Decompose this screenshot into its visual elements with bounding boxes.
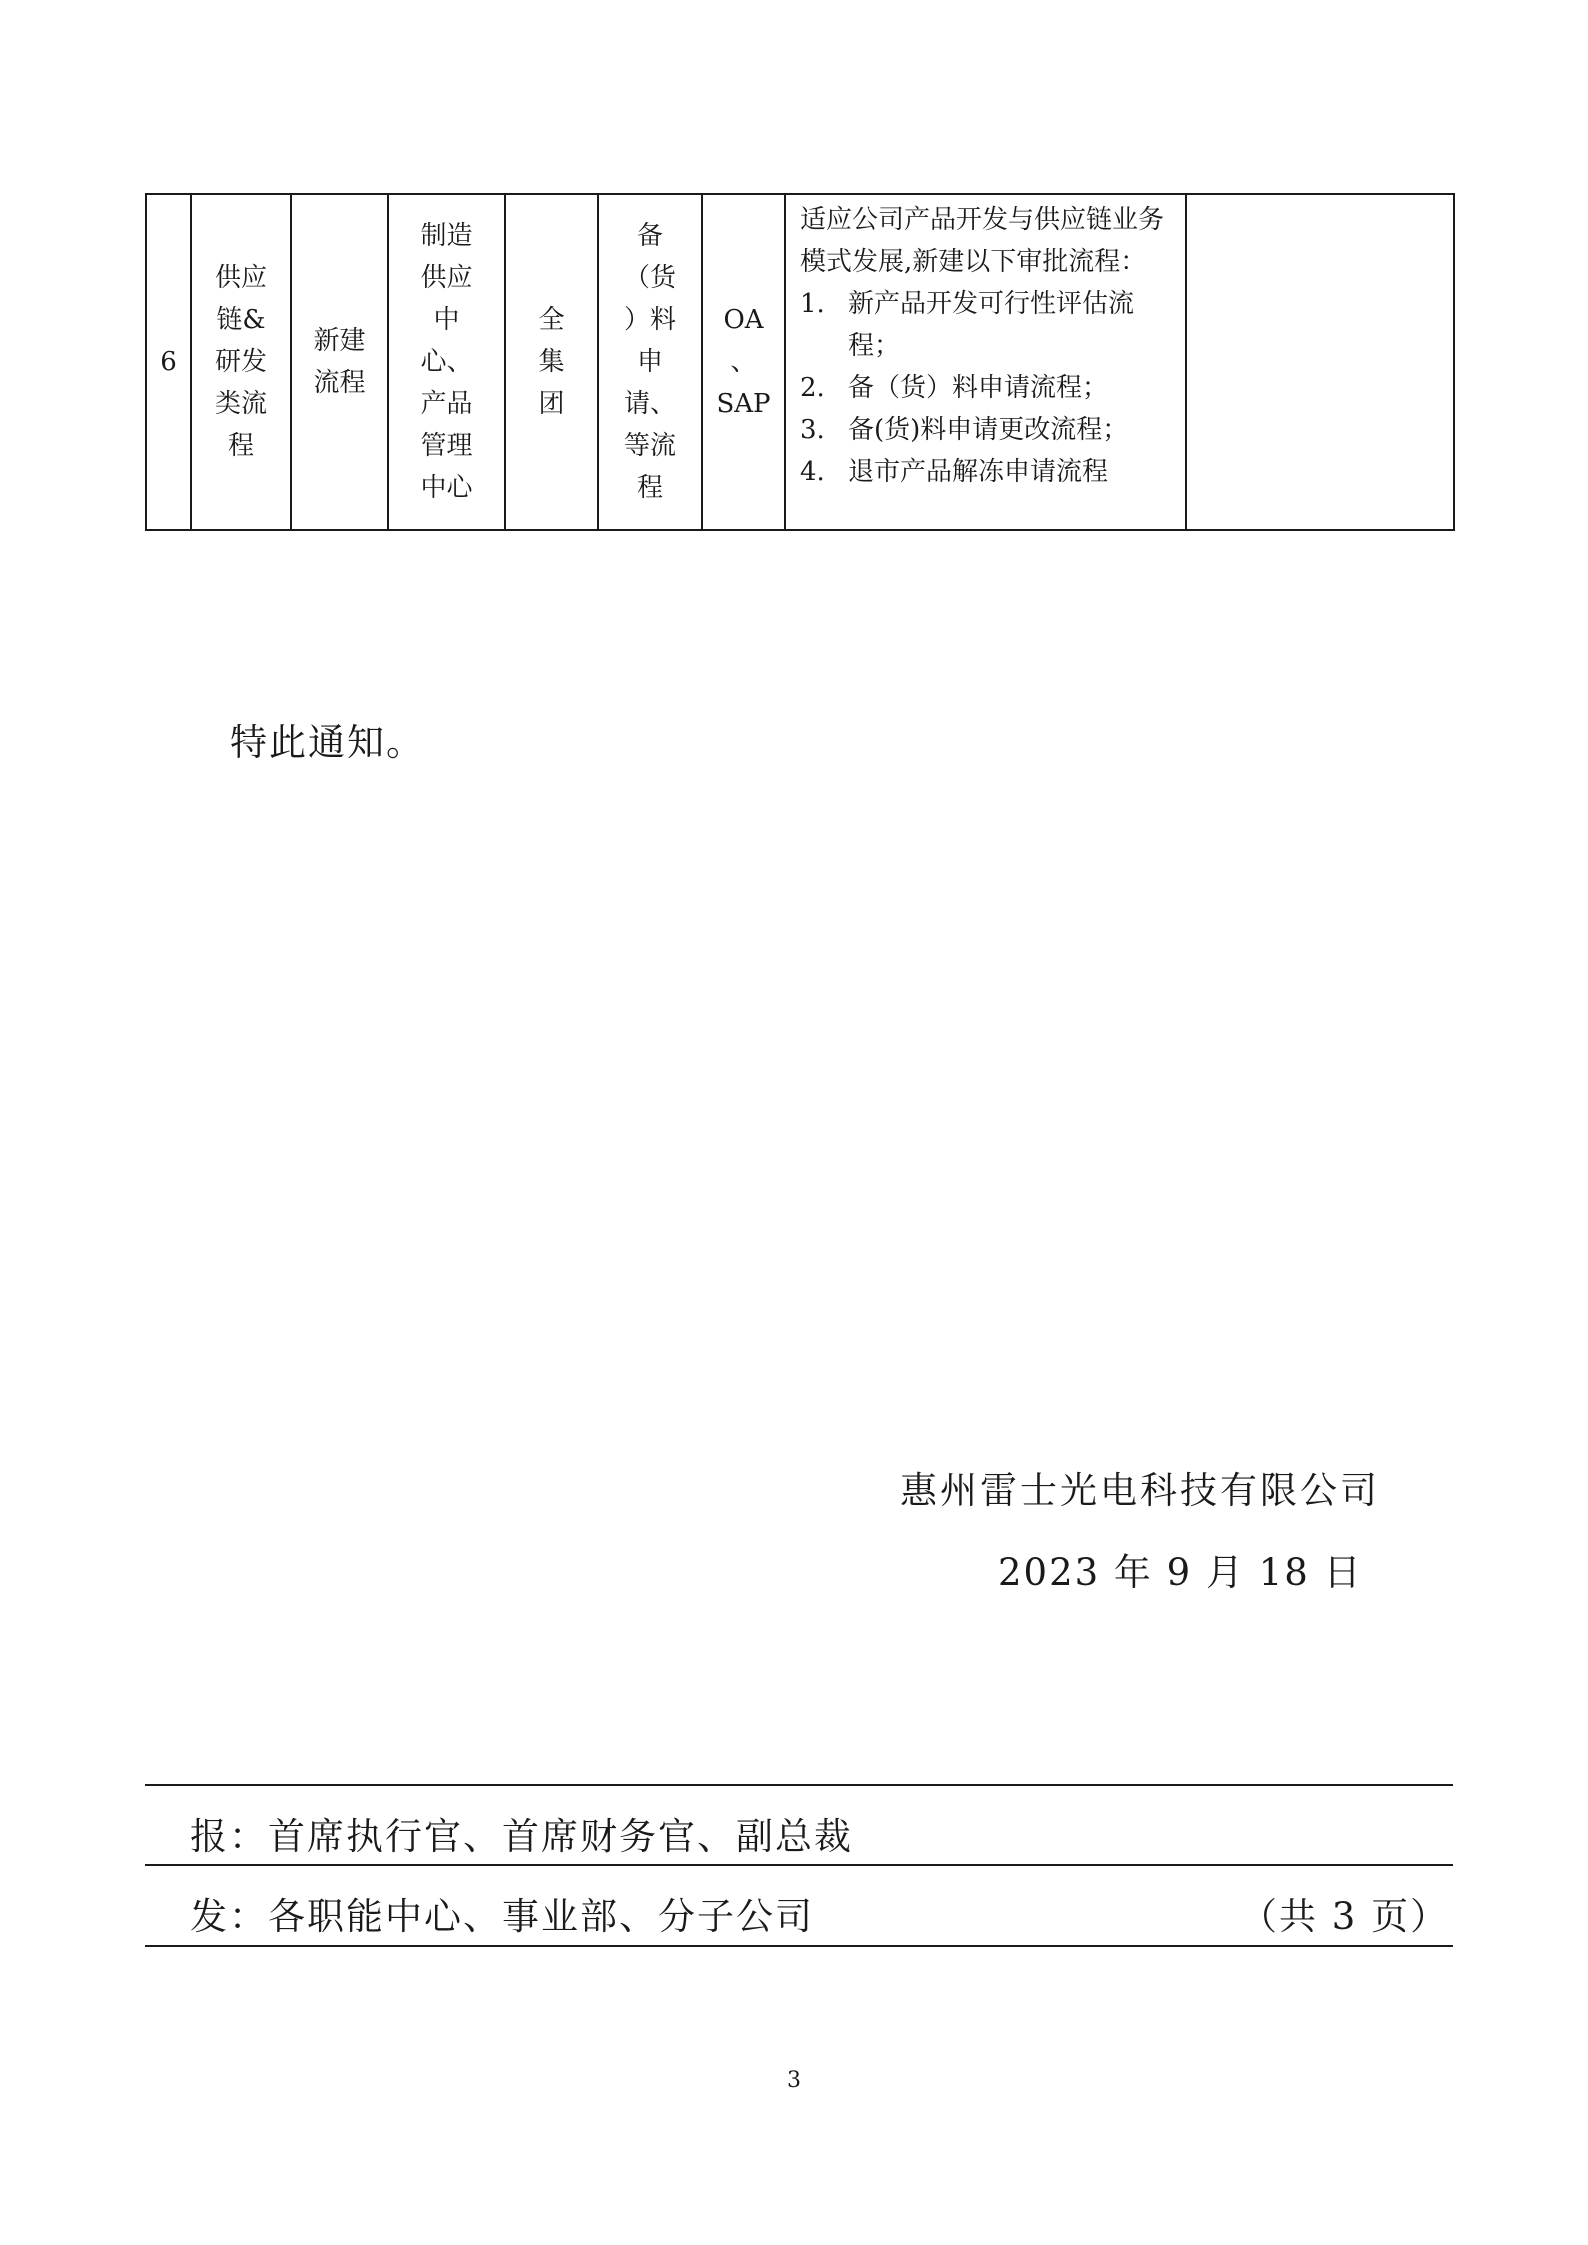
process-name: 备 （货 ）料 申 请、 等流 程 <box>598 194 702 530</box>
applicable-scope: 全 集 团 <box>505 194 598 530</box>
item-number: 3. <box>800 415 825 445</box>
system-platform: OA 、 SAP <box>702 194 785 530</box>
item-text: 备(货)料申请更改流程； <box>848 415 1129 445</box>
description-intro: 适应公司产品开发与供应链业务模式发展,新建以下审批流程： <box>800 205 1165 277</box>
item-number: 1. <box>800 289 825 319</box>
send-to: 发：各职能中心、事业部、分子公司 <box>190 1895 814 1938</box>
item-number: 4. <box>800 457 825 487</box>
item-text: 退市产品解冻申请流程 <box>848 457 1109 487</box>
list-item <box>800 283 1177 367</box>
process-description <box>785 194 1186 530</box>
process-table <box>145 193 1455 531</box>
report-to: 报：首席执行官、首席财务官、副总裁 <box>190 1815 853 1858</box>
divider-bottom <box>145 1945 1453 1947</box>
divider-top <box>145 1784 1453 1786</box>
item-number: 2. <box>800 373 825 403</box>
page-total: （共 3 页） <box>1240 1895 1450 1938</box>
notice-text: 特此通知。 <box>230 721 425 764</box>
list-item <box>800 409 1177 451</box>
company-name: 惠州雷士光电科技有限公司 <box>900 1469 1380 1512</box>
issue-date: 2023 年 9 月 18 日 <box>998 1551 1363 1594</box>
process-category: 供应 链& 研发 类流 程 <box>191 194 291 530</box>
table-row <box>146 194 1454 530</box>
row-index: 6 <box>146 194 191 530</box>
list-item <box>800 367 1177 409</box>
page-number: 3 <box>787 2068 801 2093</box>
list-item <box>800 451 1177 493</box>
description-list <box>800 283 1177 493</box>
item-text: 新产品开发可行性评估流程； <box>848 289 1135 361</box>
divider-middle <box>145 1864 1453 1866</box>
remark-cell <box>1186 194 1454 530</box>
item-text: 备（货）料申请流程； <box>848 373 1109 403</box>
process-type: 新建 流程 <box>291 194 388 530</box>
responsible-department: 制造 供应 中 心、 产品 管理 中心 <box>388 194 505 530</box>
